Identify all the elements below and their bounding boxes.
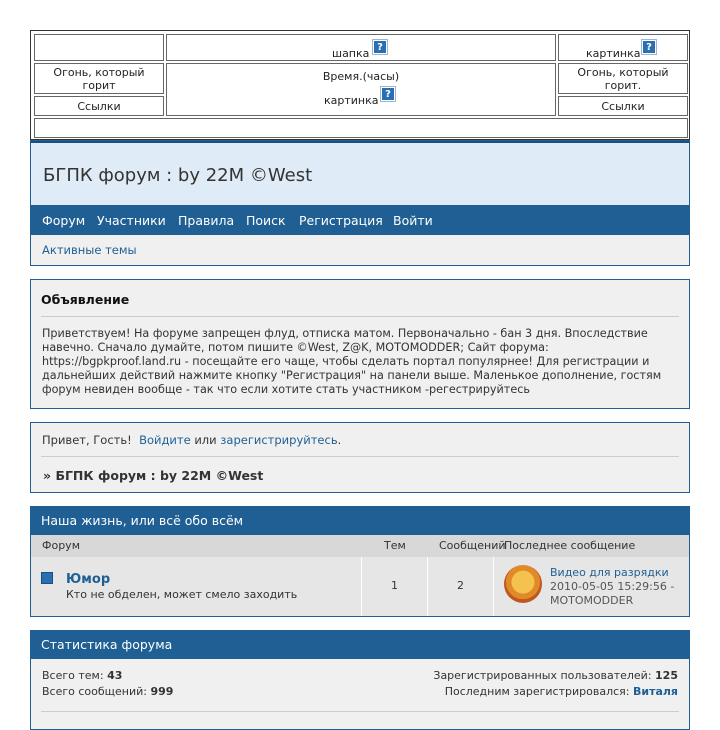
help-icon[interactable]: ? bbox=[641, 39, 657, 55]
header-right-fire-text: Огонь, который горит. bbox=[577, 66, 669, 92]
breadcrumb-forum-link[interactable]: БГПК форум : by 22M ©West bbox=[55, 468, 264, 483]
header-cell-top-left bbox=[34, 34, 164, 61]
header-top-center-label: шапка bbox=[332, 47, 370, 60]
header-right-links[interactable]: Ссылки bbox=[601, 100, 645, 113]
forum-row bbox=[31, 557, 689, 616]
nav-forum[interactable]: Форум bbox=[42, 213, 86, 228]
stats-users-label: Зарегистрированных пользователей: bbox=[433, 669, 652, 682]
or-text: или bbox=[194, 433, 217, 447]
nav-login[interactable]: Войти bbox=[393, 213, 433, 228]
col-posts: Сообщений bbox=[439, 539, 506, 552]
stats-topics-label: Всего тем: bbox=[42, 669, 104, 682]
divider bbox=[41, 456, 679, 457]
welcome-box bbox=[30, 422, 690, 493]
category-title[interactable]: Наша жизнь, или всё обо всём bbox=[41, 513, 244, 528]
category-block bbox=[30, 506, 690, 617]
stats-posts-label: Всего сообщений: bbox=[42, 685, 147, 698]
header-center-time: Время.(часы) bbox=[322, 70, 400, 83]
announcement-title: Объявление bbox=[41, 292, 130, 307]
stats-users bbox=[433, 669, 678, 682]
divider bbox=[41, 711, 679, 712]
header-left-fire-text: Огонь, который горит bbox=[53, 66, 145, 92]
header-cell-top-right bbox=[558, 34, 688, 61]
stats-block bbox=[30, 630, 690, 730]
breadcrumb bbox=[43, 468, 263, 483]
topics-count: 1 bbox=[391, 579, 398, 592]
main-nav bbox=[31, 205, 689, 235]
col-forum: Форум bbox=[42, 539, 80, 552]
avatar bbox=[504, 565, 542, 603]
header-top-right-label: картинка bbox=[586, 47, 641, 60]
forum-cell bbox=[31, 557, 362, 616]
forum-description: Кто не обделен, может смело заходить bbox=[66, 588, 298, 601]
stats-last-user-label: Последним зарегистрировался: bbox=[444, 685, 630, 698]
title-bar bbox=[31, 141, 689, 205]
divider bbox=[41, 316, 679, 317]
last-post-meta: 2010-05-05 15:29:56 - MOTOMODDER bbox=[550, 580, 675, 607]
last-post-cell bbox=[494, 557, 689, 616]
nav-members[interactable]: Участники bbox=[97, 213, 166, 228]
forum-name-link[interactable]: Юмор bbox=[66, 572, 111, 587]
announcement-text: Приветствуем! На форуме запрещен флуд, отписка матом. Первоначально - бан 3 дня. Впоследствие навечно. Сначало думайте, потом пишите ©West, Z@K, MOTOMODDER; Сайт форума: https://bgpkproof.land.ru - посещайте его чаще, чтобы сделать портал популярнее! Для регистрации и дальнейших действий нажмите кнопку "Регистрация" на панели выше. Маленькое дополнение, гостям форум невиден вообще - так что если хотите стать участником -регестрируйтесь bbox=[42, 327, 662, 396]
nav-register[interactable]: Регистрация bbox=[299, 213, 383, 228]
last-user-link[interactable]: Виталя bbox=[632, 685, 678, 698]
header-cell-left-fire bbox=[34, 63, 164, 94]
header-left-links[interactable]: Ссылки bbox=[77, 100, 121, 113]
header-center-picture: картинка bbox=[324, 94, 379, 107]
welcome-line bbox=[42, 433, 341, 447]
breadcrumb-arrow: » bbox=[43, 468, 52, 483]
header-cell-center bbox=[166, 63, 556, 116]
header-cell-top-center bbox=[166, 34, 556, 61]
header-cell-bottom bbox=[34, 118, 688, 138]
forum-status-icon bbox=[41, 572, 53, 584]
column-headers bbox=[31, 535, 689, 557]
stats-title: Статистика форума bbox=[41, 637, 173, 652]
posts-cell bbox=[428, 557, 494, 616]
category-header bbox=[31, 507, 689, 535]
stats-users-value: 125 bbox=[655, 669, 678, 682]
col-topics: Тем bbox=[384, 539, 406, 552]
posts-count: 2 bbox=[457, 579, 464, 592]
greeting-text: Привет, Гость! bbox=[42, 433, 132, 447]
last-post-link[interactable]: Видео для разрядки bbox=[550, 566, 669, 579]
header-cell-right-links bbox=[558, 96, 688, 116]
announcement-box bbox=[30, 279, 690, 409]
nav-search[interactable]: Поиск bbox=[246, 213, 286, 228]
nav-rules[interactable]: Правила bbox=[178, 213, 235, 228]
forum-title: БГПК форум : by 22M ©West bbox=[43, 165, 313, 186]
login-link[interactable]: Войдите bbox=[139, 433, 191, 447]
col-last-post: Последнее сообщение bbox=[504, 539, 636, 552]
header-cell-left-links bbox=[34, 96, 164, 116]
help-icon[interactable]: ? bbox=[372, 39, 388, 55]
stats-posts-value: 999 bbox=[150, 685, 174, 698]
register-link[interactable]: зарегистрируйтесь bbox=[220, 433, 338, 447]
stats-topics-value: 43 bbox=[107, 669, 123, 682]
forum-header bbox=[30, 140, 690, 266]
stats-posts bbox=[42, 685, 173, 698]
help-icon[interactable]: ? bbox=[380, 86, 396, 102]
period-text: . bbox=[337, 433, 342, 447]
header-layout-table bbox=[30, 30, 690, 140]
stats-last-user bbox=[445, 685, 678, 698]
stats-header bbox=[31, 631, 689, 659]
topics-cell bbox=[362, 557, 428, 616]
header-cell-right-fire bbox=[558, 63, 688, 94]
stats-topics bbox=[42, 669, 122, 682]
active-topics-link[interactable]: Активные темы bbox=[42, 243, 137, 257]
